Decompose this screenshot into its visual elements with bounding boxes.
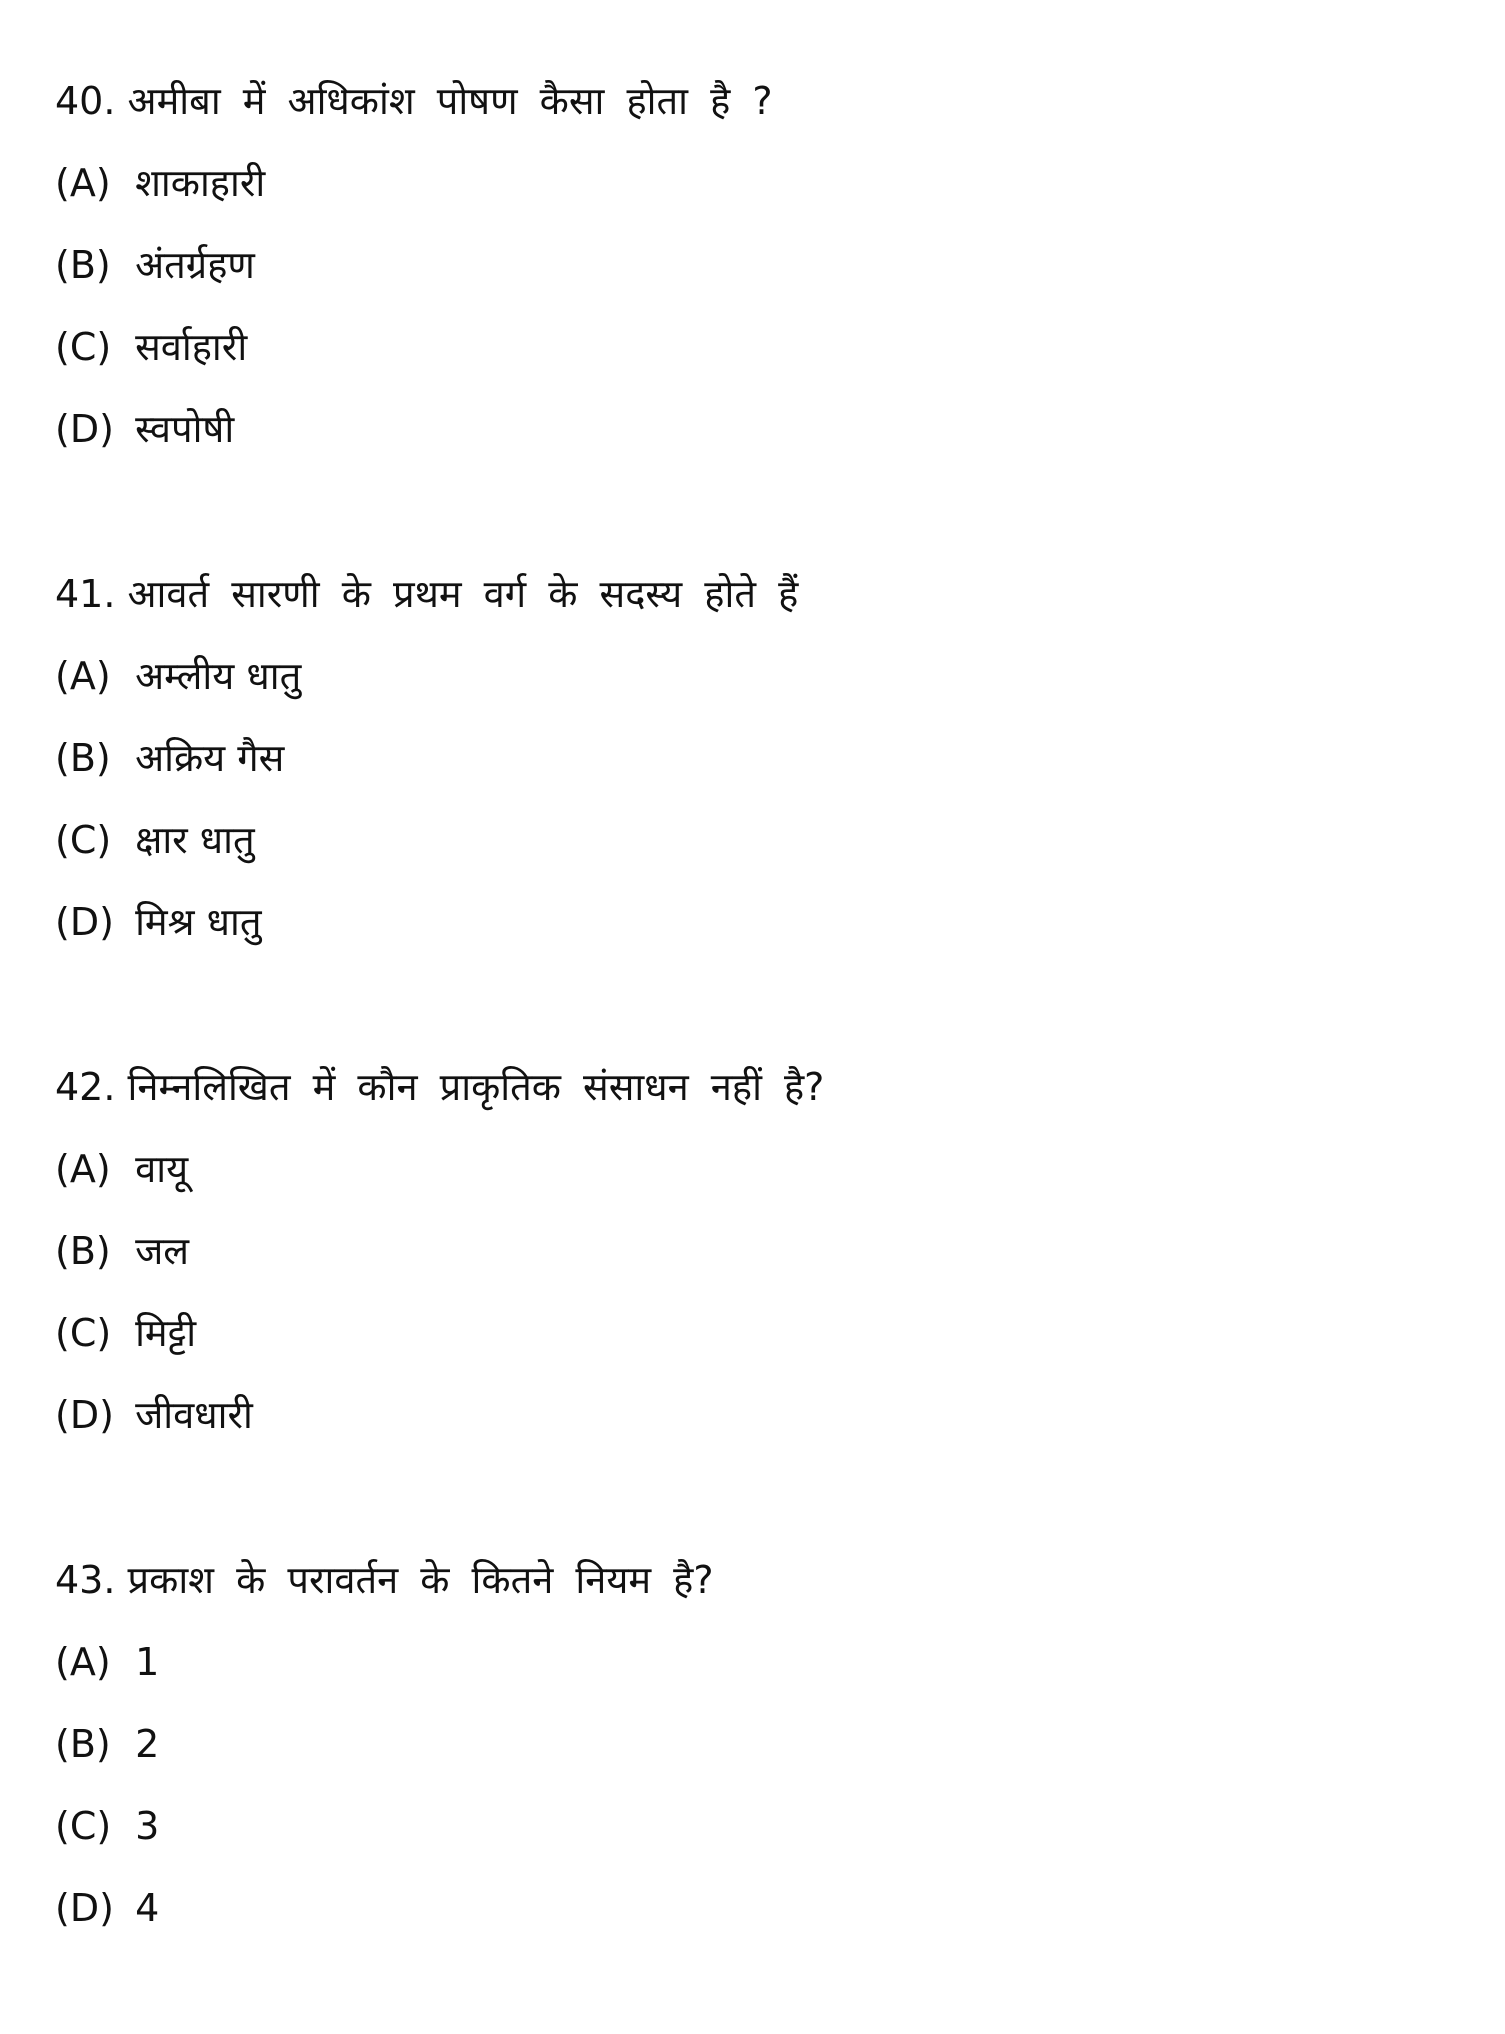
question-line <box>55 60 1455 142</box>
option-text: 4 <box>135 1886 160 1930</box>
question-number: 41. <box>55 572 116 616</box>
option-d <box>55 1867 1455 1949</box>
option-key: (A) <box>55 654 111 698</box>
question-43 <box>55 1539 1455 1949</box>
question-line <box>55 553 1455 635</box>
question-line <box>55 1539 1455 1621</box>
option-text: 3 <box>135 1804 160 1848</box>
option-c <box>55 1785 1455 1867</box>
question-line <box>55 1046 1455 1128</box>
option-key: (D) <box>55 407 114 451</box>
option-key: (B) <box>55 243 111 287</box>
option-key: (D) <box>55 1886 114 1930</box>
option-key: (C) <box>55 1311 112 1355</box>
question-text: प्रकाश के परावर्तन के कितने नियम है? <box>127 1558 714 1602</box>
option-key: (A) <box>55 161 111 205</box>
option-text: अम्लीय धातु <box>135 654 302 698</box>
option-key: (B) <box>55 736 111 780</box>
option-text: 2 <box>135 1722 160 1766</box>
option-a <box>55 1621 1455 1703</box>
option-b <box>55 224 1455 306</box>
option-a <box>55 142 1455 224</box>
option-c <box>55 1292 1455 1374</box>
option-key: (D) <box>55 900 114 944</box>
option-text: सर्वाहारी <box>135 325 248 369</box>
option-text: स्वपोषी <box>135 407 235 451</box>
option-key: (D) <box>55 1393 114 1437</box>
option-d <box>55 388 1455 470</box>
option-text: मिश्र धातु <box>135 900 262 944</box>
option-d <box>55 1374 1455 1456</box>
option-text: शाकाहारी <box>135 161 266 205</box>
option-key: (C) <box>55 1804 112 1848</box>
option-key: (A) <box>55 1640 111 1684</box>
option-key: (A) <box>55 1147 111 1191</box>
option-a <box>55 1128 1455 1210</box>
option-text: वायू <box>135 1147 189 1191</box>
option-key: (C) <box>55 325 112 369</box>
question-40 <box>55 60 1455 470</box>
question-text: अमीबा में अधिकांश पोषण कैसा होता है ? <box>127 79 773 123</box>
option-a <box>55 635 1455 717</box>
option-text: अंतर्ग्रहण <box>135 243 255 287</box>
option-text: मिट्टी <box>135 1311 197 1355</box>
option-text: जल <box>135 1229 190 1273</box>
question-41 <box>55 553 1455 963</box>
option-text: 1 <box>135 1640 160 1684</box>
option-b <box>55 717 1455 799</box>
option-b <box>55 1703 1455 1785</box>
option-text: क्षार धातु <box>135 818 255 862</box>
option-key: (C) <box>55 818 112 862</box>
option-c <box>55 799 1455 881</box>
question-number: 42. <box>55 1065 116 1109</box>
option-key: (B) <box>55 1229 111 1273</box>
question-text: आवर्त सारणी के प्रथम वर्ग के सदस्य होते हैं <box>127 572 799 616</box>
question-number: 43. <box>55 1558 116 1602</box>
option-c <box>55 306 1455 388</box>
question-42 <box>55 1046 1455 1456</box>
option-text: जीवधारी <box>135 1393 253 1437</box>
option-text: अक्रिय गैस <box>135 736 285 780</box>
option-key: (B) <box>55 1722 111 1766</box>
option-b <box>55 1210 1455 1292</box>
question-text: निम्नलिखित में कौन प्राकृतिक संसाधन नहीं है? <box>127 1065 825 1109</box>
question-number: 40. <box>55 79 116 123</box>
option-d <box>55 881 1455 963</box>
